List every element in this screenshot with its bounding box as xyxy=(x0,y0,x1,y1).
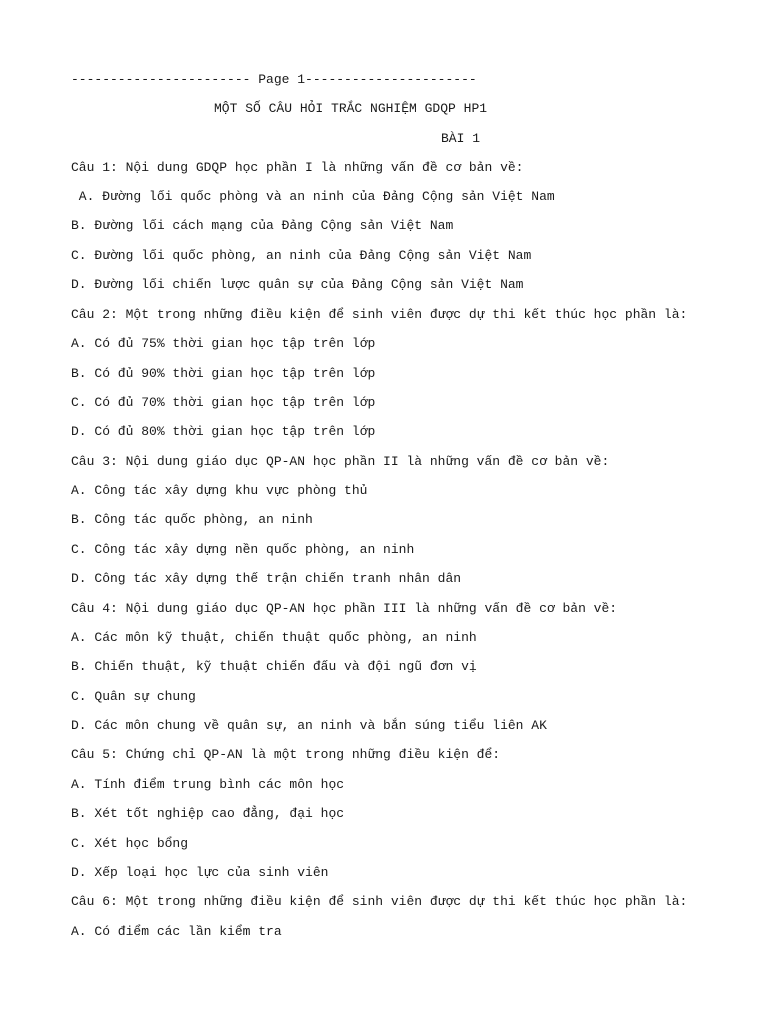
page-marker: ----------------------- Page 1---------------------- xyxy=(71,72,477,87)
question-3-option-c: C. Công tác xây dựng nền quốc phòng, an ninh xyxy=(71,542,415,557)
question-2-option-a: A. Có đủ 75% thời gian học tập trên lớp xyxy=(71,336,376,351)
question-1-option-a: A. Đường lối quốc phòng và an ninh của Đảng Cộng sản Việt Nam xyxy=(71,189,555,204)
question-1-option-c: C. Đường lối quốc phòng, an ninh của Đảng Cộng sản Việt Nam xyxy=(71,248,532,263)
question-4-option-c: C. Quân sự chung xyxy=(71,689,196,704)
question-1-option-b: B. Đường lối cách mạng của Đảng Cộng sản Việt Nam xyxy=(71,218,454,233)
question-3: Câu 3: Nội dung giáo dục QP-AN học phần II là những vấn đề cơ bản về: xyxy=(71,454,610,469)
question-4-option-b: B. Chiến thuật, kỹ thuật chiến đấu và đội ngũ đơn vị xyxy=(71,659,477,674)
question-3-option-b: B. Công tác quốc phòng, an ninh xyxy=(71,512,313,527)
question-2-option-b: B. Có đủ 90% thời gian học tập trên lớp xyxy=(71,366,376,381)
question-5-option-b: B. Xét tốt nghiệp cao đẳng, đại học xyxy=(71,806,345,821)
question-5-option-d: D. Xếp loại học lực của sinh viên xyxy=(71,865,329,880)
question-1: Câu 1: Nội dung GDQP học phần I là những vấn đề cơ bản về: xyxy=(71,160,524,175)
question-5-option-a: A. Tính điểm trung bình các môn học xyxy=(71,777,345,792)
question-2: Câu 2: Một trong những điều kiện để sinh viên được dự thi kết thúc học phần là: xyxy=(71,307,688,322)
question-5: Câu 5: Chứng chỉ QP-AN là một trong những điều kiện để: xyxy=(71,747,501,762)
document-title: MỘT SỐ CÂU HỎI TRẮC NGHIỆM GDQP HP1 xyxy=(214,101,488,116)
question-4-option-d: D. Các môn chung về quân sự, an ninh và bắn súng tiểu liên AK xyxy=(71,718,547,733)
question-2-option-c: C. Có đủ 70% thời gian học tập trên lớp xyxy=(71,395,376,410)
question-4-option-a: A. Các môn kỹ thuật, chiến thuật quốc phòng, an ninh xyxy=(71,630,477,645)
question-1-option-d: D. Đường lối chiến lược quân sự của Đảng Cộng sản Việt Nam xyxy=(71,277,524,292)
question-6: Câu 6: Một trong những điều kiện để sinh viên được dự thi kết thúc học phần là: xyxy=(71,894,688,909)
question-5-option-c: C. Xét học bổng xyxy=(71,836,189,851)
question-3-option-d: D. Công tác xây dựng thế trận chiến tranh nhân dân xyxy=(71,571,462,586)
question-4: Câu 4: Nội dung giáo dục QP-AN học phần III là những vấn đề cơ bản về: xyxy=(71,601,618,616)
lesson-heading: BÀI 1 xyxy=(441,131,481,146)
question-6-option-a: A. Có điểm các lần kiểm tra xyxy=(71,924,282,939)
question-3-option-a: A. Công tác xây dựng khu vực phòng thủ xyxy=(71,483,368,498)
question-2-option-d: D. Có đủ 80% thời gian học tập trên lớp xyxy=(71,424,376,439)
